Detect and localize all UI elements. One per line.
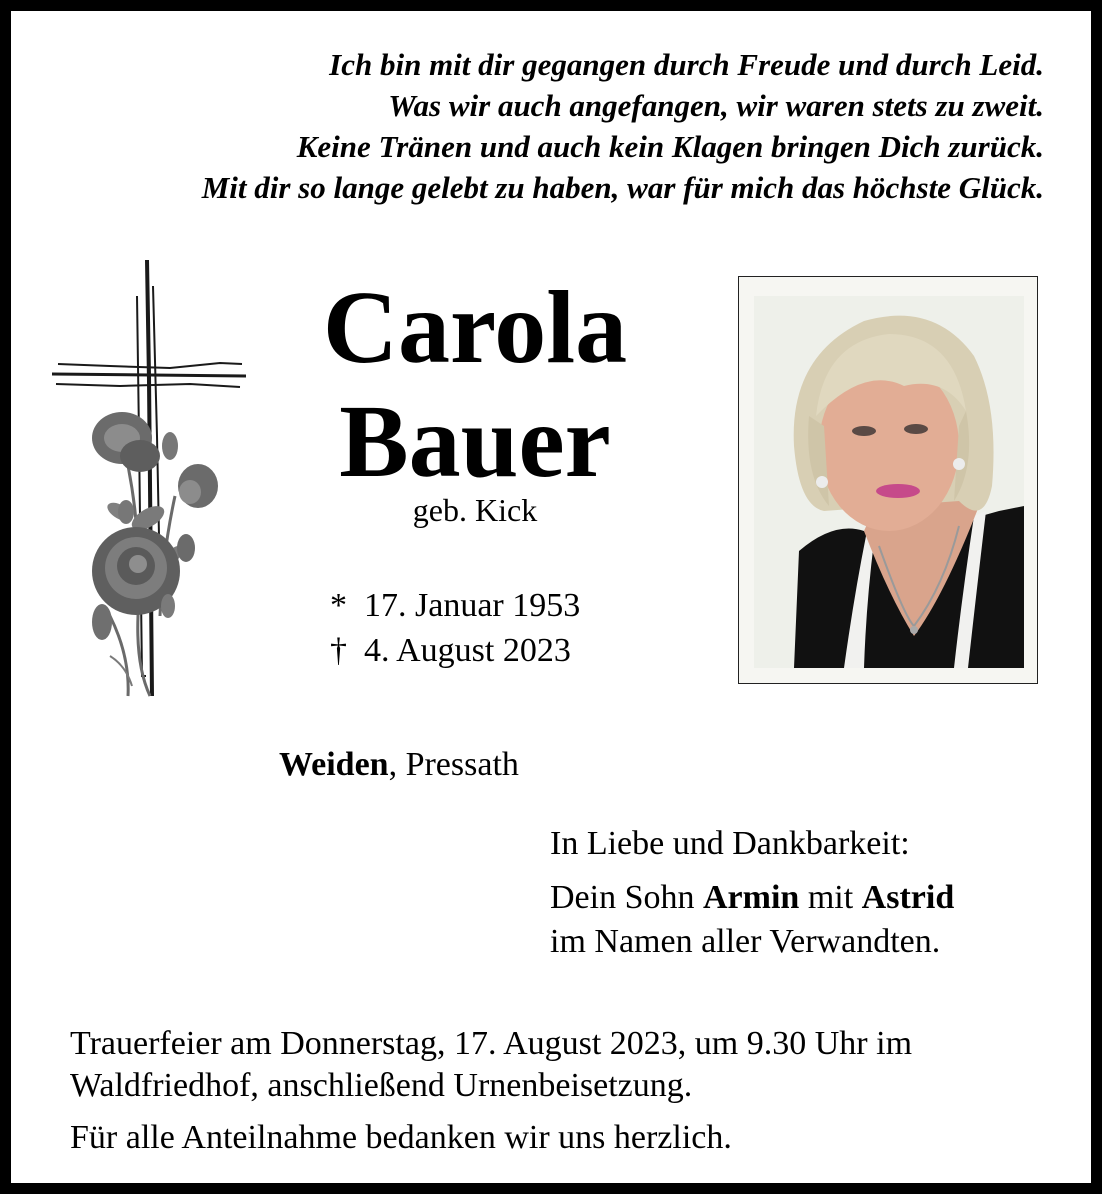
mourners-line: im Namen aller Verwandten. bbox=[550, 923, 941, 960]
mourners-text: mit bbox=[799, 879, 862, 916]
poem-line: Keine Tränen und auch kein Klagen bringen Dich zurück. bbox=[296, 129, 1044, 164]
deceased-first-name: Carola bbox=[322, 270, 628, 385]
maiden-name: geb. Kick bbox=[412, 492, 538, 528]
birth-date: 17. Januar 1953 bbox=[364, 587, 581, 624]
mourners-line bbox=[550, 876, 954, 920]
mourner-name: Astrid bbox=[861, 879, 955, 916]
birth-date-row bbox=[330, 583, 580, 628]
poem-line: Was wir auch angefangen, wir waren stets zu zweit. bbox=[388, 88, 1044, 123]
death-date: 4. August 2023 bbox=[364, 632, 571, 669]
place-separator: , bbox=[388, 746, 406, 783]
death-cross-icon: † bbox=[330, 632, 347, 669]
mourners-text: Dein Sohn bbox=[550, 879, 703, 916]
service-info bbox=[70, 1023, 912, 1159]
life-dates bbox=[330, 583, 580, 673]
mourners-block bbox=[550, 822, 954, 964]
places bbox=[279, 746, 519, 784]
closing-thanks: Für alle Anteilnahme bedanken wir uns herzlich. bbox=[70, 1119, 732, 1156]
mourners-intro: In Liebe und Dankbarkeit: bbox=[550, 825, 910, 862]
cross-with-roses-icon bbox=[50, 256, 250, 702]
portrait-photo bbox=[738, 276, 1038, 684]
poem bbox=[202, 44, 1044, 208]
mourner-name: Armin bbox=[703, 879, 800, 916]
deceased-last-name: Bauer bbox=[339, 384, 611, 499]
service-line: Waldfriedhof, anschließend Urnenbeisetzung. bbox=[70, 1067, 693, 1104]
service-line: Trauerfeier am Donnerstag, 17. August 2023, um 9.30 Uhr im bbox=[70, 1025, 913, 1062]
poem-line: Mit dir so lange gelebt zu haben, war für mich das höchste Glück. bbox=[201, 170, 1044, 205]
poem-line: Ich bin mit dir gegangen durch Freude und durch Leid. bbox=[329, 47, 1044, 82]
place-primary: Weiden bbox=[279, 746, 389, 783]
place-secondary: Pressath bbox=[405, 746, 519, 783]
death-date-row bbox=[330, 628, 580, 673]
birth-star-icon: * bbox=[330, 587, 347, 624]
